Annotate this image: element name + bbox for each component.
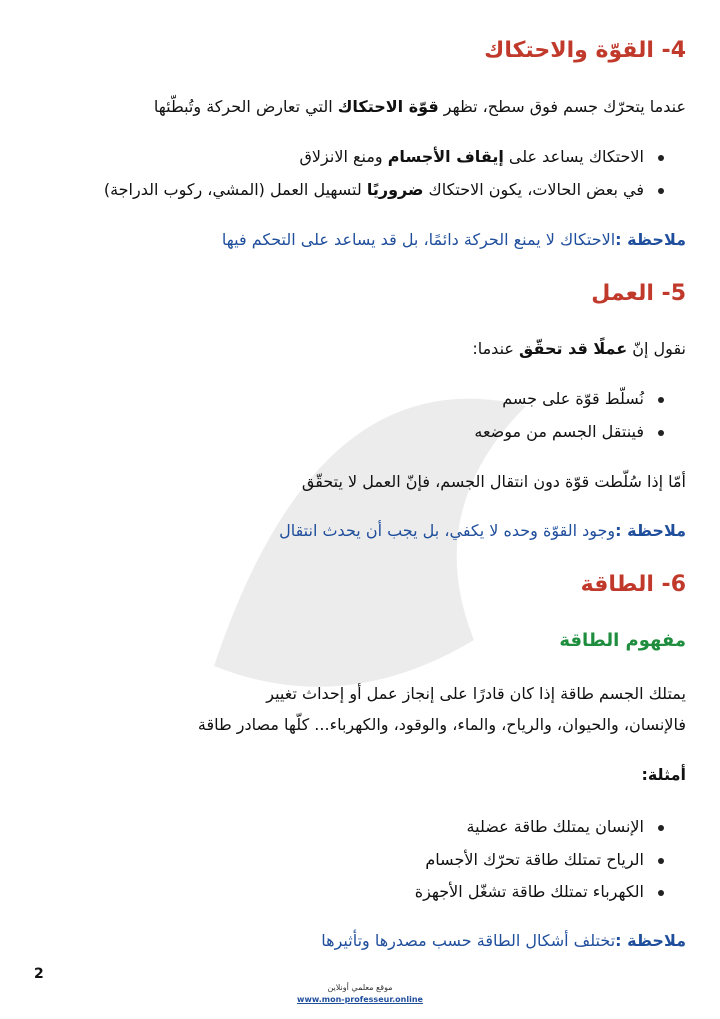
friction-note: ملاحظة :الاحتكاك لا يمنع الحركة دائمًا، بل قد يساعد على التحكم فيها xyxy=(221,230,686,249)
energy-example-3: الكهرباء تمتلك طاقة تشغّل الأجهزة xyxy=(30,882,664,901)
page-number: 2 xyxy=(34,966,44,982)
friction-intro: عندما يتحرّك جسم فوق سطح، تظهر قوّة الاحتكاك التي تعارض الحركة وتُبطّئها xyxy=(153,97,686,116)
section-title-friction: 4- القوّة والاحتكاك xyxy=(484,38,686,63)
bullet-icon xyxy=(658,430,664,436)
work-bullet-1: نُسلّط قوّة على جسم xyxy=(30,389,664,408)
bullet-icon xyxy=(658,155,664,161)
examples-label: أمثلة: xyxy=(641,765,686,784)
energy-note: ملاحظة :تختلف أشكال الطاقة حسب مصدرها وتأثيرها xyxy=(321,931,686,950)
energy-example-2: الرياح تمتلك طاقة تحرّك الأجسام xyxy=(30,850,664,869)
energy-line-2: فالإنسان، والحيوان، والرياح، والماء، والوقود، والكهرباء... كلّها مصادر طاقة xyxy=(197,715,686,734)
bullet-icon xyxy=(658,397,664,403)
section-title-energy: 6- الطاقة xyxy=(580,572,686,597)
work-bullet-2: فينتقل الجسم من موضعه xyxy=(30,422,664,441)
work-paragraph: أمّا إذا سُلّطت قوّة دون انتقال الجسم، فإنّ العمل لا يتحقّق xyxy=(301,472,686,491)
footer-site-link[interactable]: www.mon-professeur.online xyxy=(297,995,423,1004)
bullet-icon xyxy=(658,825,664,831)
bullet-icon xyxy=(658,188,664,194)
bullet-icon xyxy=(658,858,664,864)
footer-site-name: موقع معلمي أونلاين xyxy=(327,983,393,992)
work-intro: نقول إنّ عملًا قد تحقّق عندما: xyxy=(472,339,686,358)
energy-line-1: يمتلك الجسم طاقة إذا كان قادرًا على إنجاز عمل أو إحداث تغيير xyxy=(266,684,686,703)
friction-bullet-2: في بعض الحالات، يكون الاحتكاك ضروريًا لتسهيل العمل (المشي، ركوب الدراجة) xyxy=(30,180,664,199)
work-note: ملاحظة :وجود القوّة وحده لا يكفي، بل يجب أن يحدث انتقال xyxy=(279,521,686,540)
friction-bullet-1: الاحتكاك يساعد على إيقاف الأجسام ومنع الانزلاق xyxy=(30,147,664,166)
energy-subtitle: مفهوم الطاقة xyxy=(559,630,686,651)
energy-example-1: الإنسان يمتلك طاقة عضلية xyxy=(30,817,664,836)
bullet-icon xyxy=(658,890,664,896)
section-title-work: 5- العمل xyxy=(591,281,686,306)
